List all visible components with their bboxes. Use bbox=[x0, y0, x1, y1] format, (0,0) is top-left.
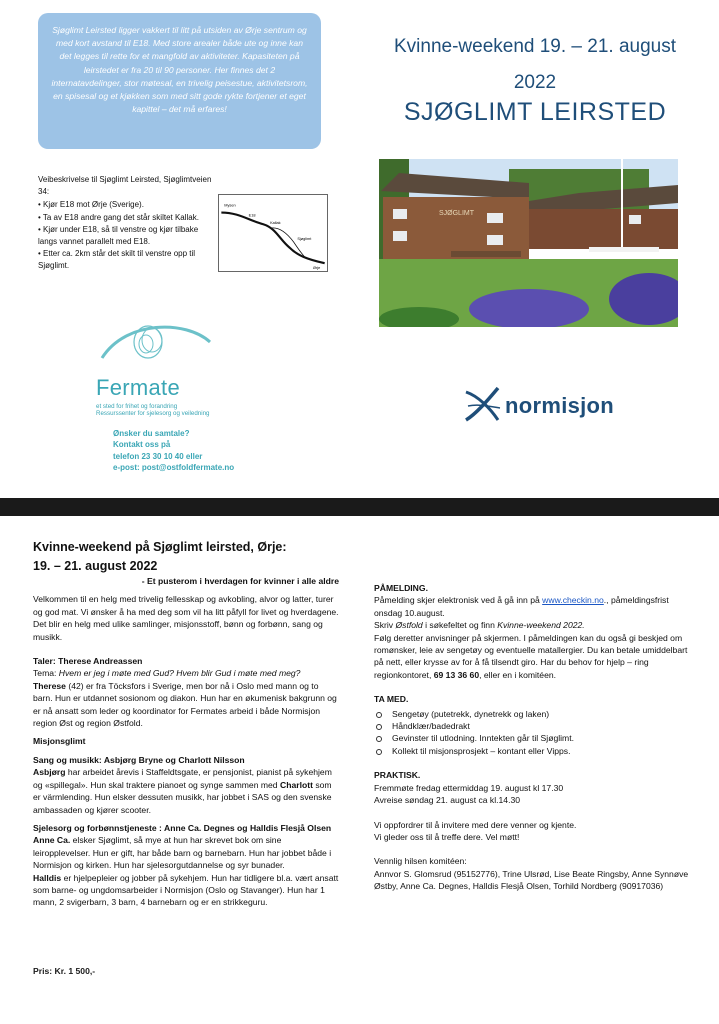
signup-phone: 69 13 36 60 bbox=[433, 669, 480, 680]
practical-line: Avreise søndag 21. august ca kl.14.30 bbox=[374, 795, 521, 806]
intro-text: Sjøglimt Leirsted ligger vakkert til litt på utsiden av Ørje sentrum og med kort avstand til E18. Med store arealer både ute og inne kan det legges til rette for et mangfold av aktiviteter. Kapasiteten på leirstedet er fra 20 til 90 personer. Her finnes det 2 internatavdelinger, stor møtesal, en trivelig peisestue, aktivitetsrom, en spisesal og et kjøkken som med sitt gode rykte fortjener et eget kapittel – det må erfares! bbox=[51, 25, 308, 115]
fermate-eye-scribble bbox=[139, 335, 153, 353]
bring-heading: TA MED. bbox=[374, 694, 409, 705]
invite-line: Vi gleder oss til å treffe dere. Vel møtt! bbox=[374, 831, 520, 842]
asbjorg-name: Asbjørg bbox=[33, 767, 66, 778]
regards: Vennlig hilsen komitéen: bbox=[374, 856, 467, 867]
signup-ostfold: Østfold bbox=[395, 620, 423, 631]
fermate-name: Fermate bbox=[96, 375, 181, 400]
signup-event: Kvinne-weekend 2022. bbox=[497, 620, 585, 631]
intro-box bbox=[38, 13, 321, 149]
anne-bio bbox=[33, 834, 339, 871]
venue-title: SJØGLIMT LEIRSTED bbox=[403, 98, 667, 126]
directions bbox=[38, 174, 218, 273]
fermate-contact bbox=[113, 428, 234, 474]
photo-building-main bbox=[383, 197, 529, 259]
photo-table bbox=[451, 251, 521, 257]
directions-step: • Kjør under E18, så til venstre og kjør tilbake langs vannet parallelt med E18. bbox=[38, 224, 199, 247]
contact-line: Kontakt oss på bbox=[113, 440, 171, 450]
photo-flagpole bbox=[621, 159, 623, 251]
photo-sign: SJØGLIMT bbox=[439, 210, 475, 217]
letter-heading-line2: 19. – 21. august 2022 bbox=[33, 559, 158, 573]
halldis-bio-text: er hjelpepleier og jobber på sykehjem. Hun har tidligere bl.a. vært ansatt som barne- og ungdomsarbeider i Normisjon (Oslo og Stavanger). Hun har 1 mann, 2 svigerbarn, 3 barn, 4 barnebarn og er en strikkeguru. bbox=[33, 872, 339, 908]
fermate-logo-icon bbox=[96, 312, 216, 384]
signup-text-part: i søkefeltet og finn bbox=[422, 620, 498, 631]
music-heading: Sang og musikk: Asbjørg Bryne og Charlott Nilsson bbox=[33, 754, 245, 765]
theme-line bbox=[33, 667, 339, 679]
bring-item: Håndklær/badedrakt bbox=[374, 720, 690, 732]
letter-subtitle: - Et pusterom i hverdagen for kvinner i alle aldre bbox=[141, 576, 339, 586]
event-title-line1: Kvinne-weekend 19. – 21. august bbox=[393, 36, 677, 57]
welcome-text: Velkommen til en helg med trivelig fellesskap og avkobling, alvor og latter, turer og god mat. Vi ønsker å ha med deg som vil ha litt påfyll for livet og hverdagene. Det blir en helg med ulike samlinger, misjonsstoff, bønn og forbønn, sang og musikk. bbox=[33, 594, 339, 642]
practical-heading: PRAKTISK. bbox=[374, 770, 421, 781]
fermate-tagline-2: Ressurssenter for sjelesorg og veiledning bbox=[96, 410, 210, 418]
map-label-orje: Ørje bbox=[312, 265, 321, 271]
fermate-tagline-1: et sted for frihet og forandring bbox=[96, 403, 178, 410]
bring-item: Gevinster til utlodning. Inntekten går til Sjøglimt. bbox=[374, 732, 690, 744]
signup-text-part: , eller en i komitéen. bbox=[479, 669, 557, 680]
theme-label: Tema: bbox=[33, 668, 59, 679]
signup-text-part: ., påmeldingsfrist onsdag 10.august. bbox=[374, 595, 669, 618]
normisjon-mark bbox=[468, 405, 500, 408]
halldis-name: Halldis bbox=[33, 872, 62, 883]
checkin-link[interactable]: www.checkin.no bbox=[542, 595, 604, 606]
misjonsglimt-heading: Misjonsglimt bbox=[33, 736, 86, 747]
directions-heading: Veibeskrivelse til Sjøglimt Leirsted, Sjøglimtveien 34: bbox=[38, 175, 212, 197]
event-title bbox=[370, 29, 700, 101]
asbjorg-bio: har arbeidet årevis i Staffeldtsgate, er pensjonist, pianist på sykehjem og «spillegal». Hun skal traktere pianoet og synge sammen med bbox=[33, 767, 332, 790]
photo-window bbox=[393, 209, 407, 219]
photo-window bbox=[393, 231, 407, 241]
anne-bio-text: elsker Sjøglimt, så mye at hun har skrevet bok om sine leiropplevelser. Hun er gift, har både barn og barnebarn. Hun har jobbet både i Normisjon og kirken. Hun har sjelesorgutdannelse og syr bunader. bbox=[33, 835, 332, 871]
anne-name: Anne Ca. bbox=[33, 835, 71, 846]
bring-list bbox=[374, 708, 690, 758]
contact-email: e-post: post@ostfoldfermate.no bbox=[113, 463, 235, 473]
directions-list bbox=[38, 199, 218, 272]
care-heading: Sjelesorg og forbønnstjeneste : Anne Ca. Degnes og Halldis Flesjå Olsen bbox=[33, 822, 332, 833]
price: Pris: Kr. 1 500,- bbox=[33, 966, 96, 976]
right-column bbox=[374, 582, 690, 893]
map-label-mysen: Mysen bbox=[224, 202, 236, 208]
theme-text: Hvem er jeg i møte med Gud? Hvem blir Gud i møte med meg? bbox=[58, 668, 301, 679]
photo-window bbox=[487, 235, 503, 245]
bring-item: Kollekt til misjonsprosjekt – kontant eller Vipps. bbox=[374, 745, 690, 757]
photo-window bbox=[629, 215, 641, 224]
committee: Annvor S. Glomsrud (95152776), Trine Ulsrød, Lise Beate Ringsby, Anne Synnøve Østby, Anne Ca. Degnes, Halldis Flesjå Olsen, Torhild Nordberg (90917036) bbox=[374, 868, 689, 892]
bring-item: Sengetøy (putetrekk, dynetrekk og laken) bbox=[374, 708, 690, 720]
charlott-name: Charlott bbox=[279, 779, 313, 790]
invite-line: Vi oppfordrer til å invitere med dere venner og kjente. bbox=[374, 819, 577, 830]
letter-heading-line1: Kvinne-weekend på Sjøglimt leirsted, Ørje: bbox=[33, 540, 287, 554]
fermate-tagline bbox=[96, 403, 210, 418]
photo-bench bbox=[589, 247, 659, 252]
practical-line: Fremmøte fredag ettermiddag 19. august kl 17.30 bbox=[374, 782, 564, 793]
route-map bbox=[218, 194, 328, 272]
map-label-sjoglimt: Sjøglimt bbox=[297, 235, 312, 241]
directions-step: • Kjør E18 mot Ørje (Sverige). bbox=[38, 200, 144, 210]
directions-step: • Ta av E18 andre gang det står skiltet Kallak. bbox=[38, 212, 199, 222]
halldis-bio bbox=[33, 872, 339, 909]
fermate-eye-outline bbox=[102, 327, 210, 358]
contact-phone: telefon 23 30 10 40 eller bbox=[113, 451, 203, 461]
therese-bio-text: (42) er fra Töcksfors i Sverige, men bor nå i Oslo med mann og to barn. Hun er utdannet sosionom og diakon. Hun har en økumenisk bakgrunn og er nå ansatt som leder og koordinator for Fermates arbeid i både Normisjon region Øst og region Østfold. bbox=[33, 680, 337, 729]
left-column bbox=[33, 575, 339, 909]
page-divider bbox=[0, 498, 719, 516]
map-label-kallak: Kallak bbox=[270, 220, 281, 226]
music-bio bbox=[33, 766, 339, 816]
normisjon-wordmark: normisjon bbox=[505, 393, 615, 418]
therese-bio bbox=[33, 680, 339, 730]
signup-text-part: Påmelding skjer elektronisk ved å gå inn på bbox=[374, 595, 543, 606]
charlott-bio: som er värmlending. Hun elsker dessuten musikk, har jobbet i SAS og den svenske ambassaden og kjører scooter. bbox=[33, 779, 332, 815]
event-title-line2: 2022 bbox=[513, 72, 557, 93]
photo-building-side bbox=[529, 209, 678, 249]
signup-heading: PÅMELDING. bbox=[374, 583, 428, 593]
signup-text-part: Følg deretter anvisninger på skjermen. I påmeldingen kan du også gi beskjed om romønsker, leie av sengetøy og eventuelle matallergier. Du kan betale umiddelbart på nett, eller krysse av for å få tilsendt giro. Har du behov for hjelp – ring regionkontoret, bbox=[374, 632, 688, 680]
leirsted-photo bbox=[379, 159, 678, 327]
letter-heading bbox=[33, 538, 287, 576]
signup-text-part: Skriv bbox=[374, 620, 396, 631]
signup-text bbox=[374, 594, 690, 681]
contact-line: Ønsker du samtale? bbox=[113, 429, 190, 438]
photo-window bbox=[487, 213, 503, 223]
directions-step: • Etter ca. 2km står det skilt til venstre opp til Sjøglimt. bbox=[38, 249, 196, 271]
map-label-e18: E18 bbox=[248, 212, 256, 218]
speaker-heading: Taler: Therese Andreassen bbox=[33, 656, 143, 667]
therese-name: Therese bbox=[33, 680, 66, 691]
